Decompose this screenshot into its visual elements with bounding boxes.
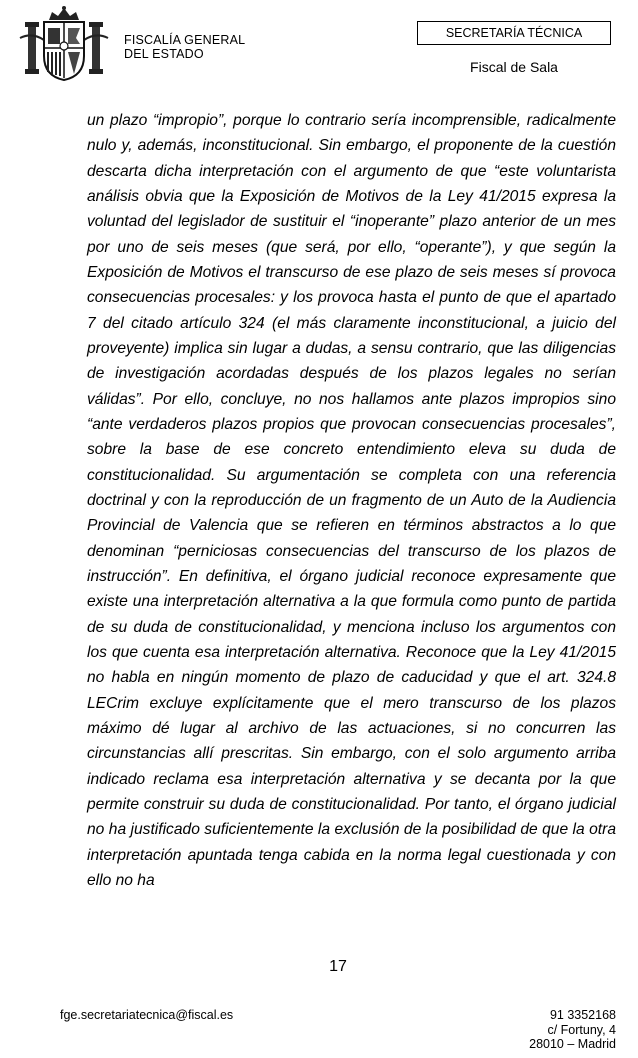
role-label: Fiscal de Sala: [470, 59, 558, 75]
body-paragraph: un plazo “impropio”, porque lo contrario sería incomprensible, radicalmente nulo y, además, inconstitucional. Sin embargo, el proponente de la cuestión descarta dicha interpretación con el argumento de que “este voluntarista análisis obvia que la Exposición de Motivos de la Ley 41/2015 expresa la voluntad del legislador de sustituir el “inoperante” plazo anterior de un mes por uno de seis meses (que será, por ello, “operante”), y que según la Exposición de Motivos el transcurso de ese plazo de seis meses sí provoca consecuencias procesales: y los provoca hasta el punto de que el apartado 7 del citado artículo 324 (el más claramente inconstitucional, a juicio del proveyente) implica sin lugar a dudas, a sensu contrario, que las diligencias de investigación acordadas después de los plazos legales no serían válidas”. Por ello, concluye, no nos hallamos ante plazos impropios sino “ante verdaderos plazos propios que provocan consecuencias procesales”, sobre la base de ese concreto entendimiento eleva su duda de constitucionalidad. Su argumentación se completa con una referencia doctrinal y con la reproducción de un fragmento de un Auto de la Audiencia Provincial de Valencia que se refieren en términos abstractos a lo que denominan “perniciosas consecuencias del transcurso de los plazos de instrucción”. En definitiva, el órgano judicial reconoce expresamente que existe una interpretación alternativa a la que formula como punto de partida de su duda de constitucionalidad, y menciona incluso los argumentos con los que cuenta esa interpretación alternativa. Reconoce que la Ley 41/2015 no habla en ningún momento de plazo de caducidad y que el art. 324.8 LECrim excluye explícitamente que el mero transcurso de los plazos máximo dé lugar al archivo de las actuaciones, si no concurren las circunstancias allí prescritas. Sin embargo, con el solo argumento arriba indicado reclama esa interpretación alternativa y se decanta por la que permite construir su duda de constitucionalidad. Por tanto, el órgano judicial no ha justificado suficientemente la exclusión de la posibilidad de que la otra interpretación apuntada tenga cabida en la norma legal cuestionada y con ello no ha: [87, 112, 616, 889]
footer-email: fge.secretariatecnica@fiscal.es: [60, 1008, 234, 1022]
department-label: SECRETARÍA TÉCNICA: [445, 26, 583, 40]
department-box: [417, 21, 611, 45]
footer-phone: 91 3352168: [549, 1008, 616, 1022]
coat-of-arms-emblem: [14, 4, 114, 84]
footer-contact: [529, 1008, 616, 1052]
organization-line-2: DEL ESTADO: [124, 47, 204, 61]
organization-name: [124, 33, 245, 61]
footer-street: c/ Fortuny, 4: [547, 1022, 616, 1037]
organization-line-1: FISCALÍA GENERAL: [124, 33, 246, 47]
page-number: 17: [329, 958, 347, 975]
footer-city: 28010 – Madrid: [529, 1037, 616, 1051]
